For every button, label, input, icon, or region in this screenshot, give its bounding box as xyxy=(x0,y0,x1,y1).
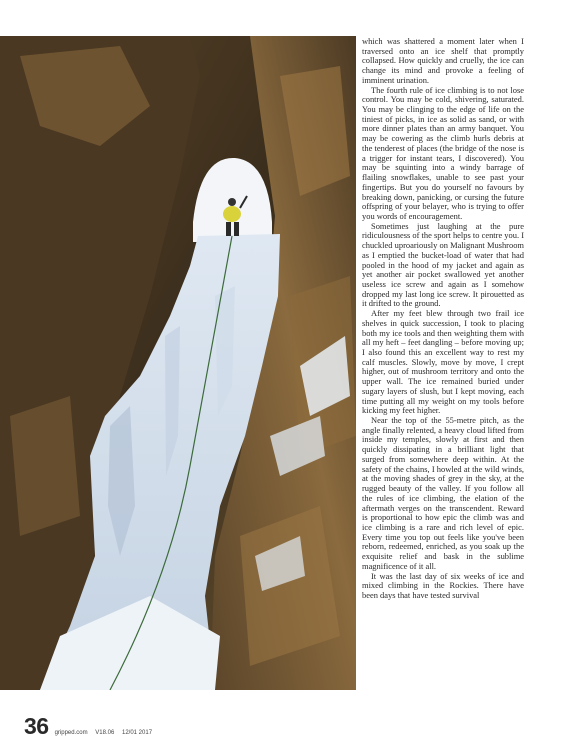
article-paragraph: It was the last day of six weeks of ice and mixed climbing in the Rockies. There have been days that have tested survival xyxy=(362,570,524,600)
page-number: 36 xyxy=(24,713,49,739)
climbing-photo xyxy=(0,36,356,690)
photo-illustration xyxy=(0,36,356,690)
footer-date: 12/01 2017 xyxy=(122,730,153,736)
footer-meta xyxy=(55,730,158,736)
article-paragraph: Near the top of the 55-metre pitch, as the angle finally relented, a heavy cloud lifted from inside my temples, slowly at first and then quickly dissipating in a brilliant light that surged from somewhere deep within. At the safety of the chains, I howled at the wild winds, at the moving shades of grey in the sky, at the rugged beauty of the valley. If you follow all the rules of ice climbing, the elation of the aftermath verges on the transcendent. Reward is proportional to how epic the climb was and ice climbing is a rare and rich level of epic. Every time you top out feels like you've been reborn, redeemed, enriched, as you soak up the exquisite relief and bask in the sublime magnificence of it all. xyxy=(362,415,524,571)
article-body xyxy=(362,37,524,601)
footer-site: gripped.com xyxy=(54,730,88,736)
article-paragraph: Sometimes just laughing at the pure ridiculousness of the sport helps to centre you. I chuckled uproariously on Malignant Mushroom as I emptied the bucket-load of water that had pooled in the hood of my jacket and again as yet another air pocket swallowed yet another useless ice screw and again as I somehow dropped my last long ice screw. It pirouetted as it drifted to the ground. xyxy=(362,220,524,309)
footer-issue: V18.06 xyxy=(95,730,115,736)
article-paragraph: After my feet blew through two frail ice shelves in quick succession, I took to placing both my ice tools and then weighting them with all my heft – feet dangling – before moving up; I also found this an excellent way to rest my calf muscles. Slowly, move by move, I crept higher, out of mushroom territory and onto the upper wall. The ice remained buried under sugary layers of slush, but I kept moving, each time putting all my weight on my tools before kicking my feet higher. xyxy=(362,308,524,416)
article-paragraph: The fourth rule of ice climbing is to not lose control. You may be cold, shivering, saturated. You may be clinging to the edge of life on the tiniest of picks, in ice as solid as sand, or with more dinner plates than an army banquet. You may be cowering as the climb hurls debris at the tenderest of places (the bridge of the nose is a trigger for instant tears, I discovered). You may be squinting into a windy barrage of flailing snowflakes, unable to see past your fingertips. But you do yourself no favours by breaking down, panicking, or cursing the future offspring of your belayer, who is trying to offer you words of encouragement. xyxy=(362,84,524,221)
article-paragraph: which was shattered a moment later when I traversed onto an ice shelf that promptly collapsed. How quickly and cruelly, the ice can change its mind and provoke a feeling of imminent urination. xyxy=(362,36,524,85)
page-footer xyxy=(24,713,158,737)
